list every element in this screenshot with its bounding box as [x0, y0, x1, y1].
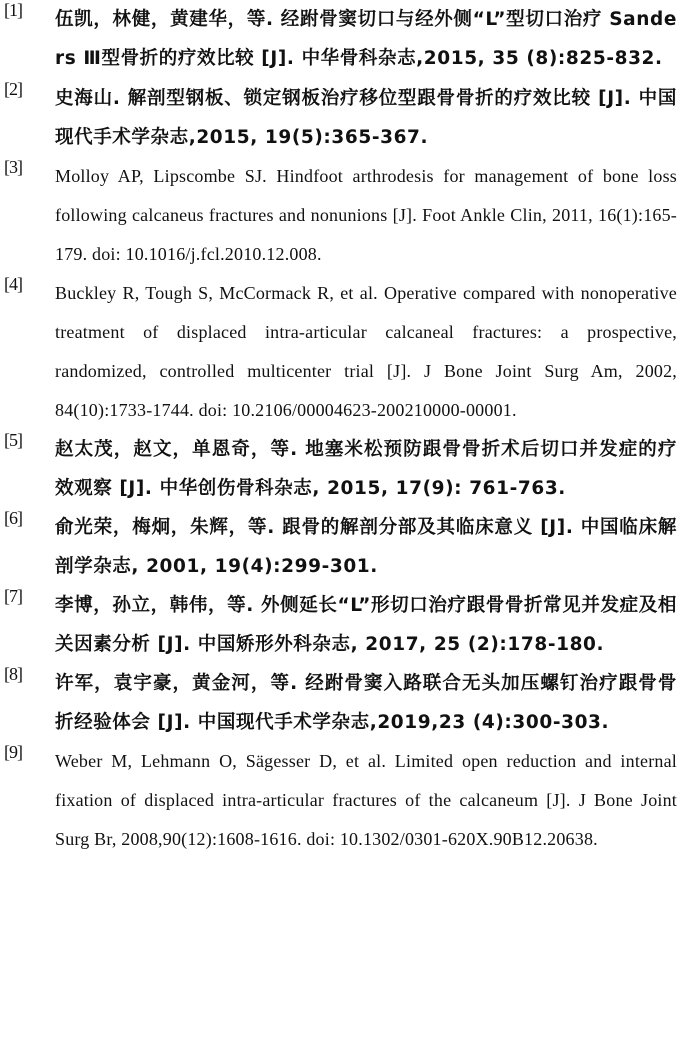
reference-number: [9] — [4, 742, 22, 762]
reference-number: [1] — [4, 0, 22, 20]
reference-text: 俞光荣，梅炯，朱辉，等. 跟骨的解剖分部及其临床意义 [J]. 中国临床解剖学杂志, 2001, 19(4):299-301. — [55, 517, 677, 577]
reference-item — [0, 664, 681, 742]
reference-item — [0, 508, 681, 586]
reference-number: [8] — [4, 664, 22, 684]
reference-item — [0, 0, 681, 78]
reference-text: 伍凯，林健，黄建华，等. 经跗骨窦切口与经外侧“L”型切口治疗 Sanders Ⅲ型骨折的疗效比较 [J]. 中华骨科杂志,2015, 35 (8):825-832. — [55, 9, 677, 69]
reference-item — [0, 79, 681, 157]
reference-text: Weber M, Lehmann O, Sägesser D, et al. Limited open reduction and internal fixation of displaced intra-articular fractures of the calcaneum [J]. J Bone Joint Surg Br, 2008,90(12):1608-1616. doi: 10.1302/0301-620X.90B12.20638. — [55, 751, 677, 849]
reference-item — [0, 742, 681, 859]
reference-number: [6] — [4, 508, 22, 528]
reference-text: 许军，袁宇豪，黄金河，等. 经跗骨窦入路联合无头加压螺钉治疗跟骨骨折经验体会 [J]. 中国现代手术学杂志,2019,23 (4):300-303. — [55, 673, 677, 733]
reference-text: 李博，孙立，韩伟，等. 外侧延长“L”形切口治疗跟骨骨折常见并发症及相关因素分析 [J]. 中国矫形外科杂志, 2017, 25 (2):178-180. — [55, 595, 677, 655]
reference-text: 赵太茂，赵文，单恩奇，等. 地塞米松预防跟骨骨折术后切口并发症的疗效观察 [J]. 中华创伤骨科杂志, 2015, 17(9): 761-763. — [55, 439, 677, 499]
reference-text: 史海山. 解剖型钢板、锁定钢板治疗移位型跟骨骨折的疗效比较 [J]. 中国现代手术学杂志,2015, 19(5):365-367. — [55, 88, 677, 148]
reference-number: [2] — [4, 79, 22, 99]
reference-text: Molloy AP, Lipscombe SJ. Hindfoot arthrodesis for management of bone loss following calcaneus fractures and nonunions [J]. Foot Ankle Clin, 2011, 16(1):165-179. doi: 10.1016/j.fcl.2010.12.008. — [55, 166, 677, 264]
reference-number: [3] — [4, 157, 22, 177]
reference-number: [5] — [4, 430, 22, 450]
reference-item — [0, 157, 681, 274]
reference-item — [0, 586, 681, 664]
reference-number: [4] — [4, 274, 22, 294]
reference-number: [7] — [4, 586, 22, 606]
reference-item — [0, 430, 681, 508]
reference-item — [0, 274, 681, 430]
reference-text: Buckley R, Tough S, McCormack R, et al. Operative compared with nonoperative treatment of displaced intra-articular calcaneal fractures: a prospective, randomized, controlled multicenter trial [J]. J Bone Joint Surg Am, 2002, 84(10):1733-1744. doi: 10.2106/00004623-200210000-00001. — [55, 283, 677, 420]
